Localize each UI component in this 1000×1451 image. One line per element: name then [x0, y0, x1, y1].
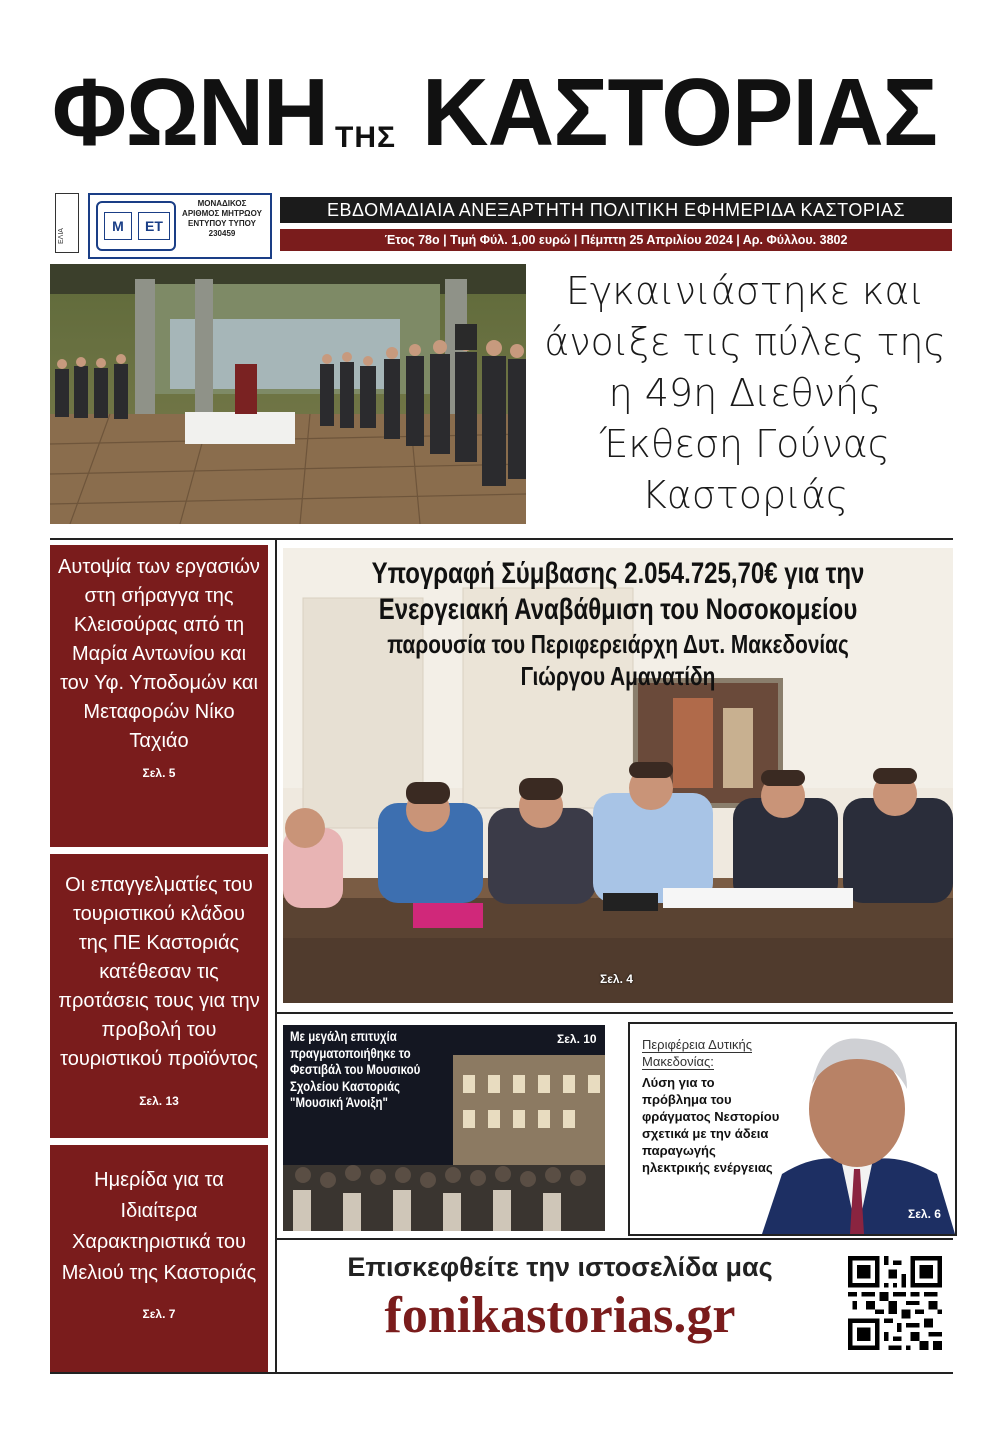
registry-label: ΜΟΝΑΔΙΚΟΣ ΑΡΙΘΜΟΣ ΜΗΤΡΩΟΥ ΕΝΤΥΠΟΥ ΤΥΠΟΥ [182, 199, 262, 228]
masthead-word-of: ΤΗΣ [335, 121, 396, 154]
divider-top [50, 538, 953, 540]
divider-mid [275, 1012, 953, 1014]
festival-page: Σελ. 10 [557, 1032, 597, 1046]
masthead-word-kastoria: ΚΑΣΤΟΡΙΑΣ [422, 59, 938, 166]
sidebar-story-2-page: Σελ. 13 [139, 1094, 179, 1108]
sidebar-story-3 [50, 1145, 268, 1372]
tagline: ΕΒΔΟΜΑΔΙΑΙΑ ΑΝΕΞΑΡΤΗΤΗ ΠΟΛΙΤΙΚΗ ΕΦΗΜΕΡΙΔΑ ΚΑΣΤΟΡΙΑΣ [280, 197, 952, 223]
region-kicker-text: Περιφέρεια Δυτικής Μακεδονίας: [642, 1037, 752, 1069]
elia-logo-icon [55, 193, 79, 253]
elia-logo-text: ΕΛΙΑ [58, 228, 65, 244]
main-headline-line1: Υπογραφή Σύμβασης 2.054.725,70€ για την [371, 557, 865, 590]
main-headline-line3: παρουσία του Περιφερειάρχη Δυτ. Μακεδονίας [387, 629, 849, 659]
masthead [50, 59, 955, 190]
main-story-page: Σελ. 4 [600, 972, 633, 986]
divider-bottom [50, 1372, 953, 1374]
region-text: Λύση για το πρόβλημα του φράγματος Νεστορίου σχετικά με την άδεια παραγωγής ηλεκτρικής ενέργειας [642, 1075, 780, 1175]
sidebar-story-1 [50, 545, 268, 847]
issue-info: Έτος 78ο | Τιμή Φύλ. 1,00 ευρώ | Πέμπτη 25 Απριλίου 2024 | Αρ. Φύλλου. 3802 [280, 229, 952, 251]
registry-text [178, 199, 266, 239]
sidebar-story-2-text: Οι επαγγελματίες του τουριστικού κλάδου της ΠΕ Καστοριάς κατέθεσαν τις προτάσεις τους για την προβολή του τουριστικού προϊόντος [58, 874, 260, 1070]
top-story-photo [50, 264, 526, 524]
region-page: Σελ. 6 [908, 1207, 941, 1221]
sidebar-story-3-text: Ημερίδα για τα Ιδιαίτερα Χαρακτηριστικά του Μελιού της Καστοριάς [61, 1169, 257, 1284]
registry-number: 230459 [208, 229, 236, 238]
qr-code-icon[interactable] [848, 1256, 942, 1350]
website-prompt: Επισκεφθείτε την ιστοσελίδα μας [347, 1252, 773, 1282]
top-story-headline: Εγκαινιάστηκε και άνοιξε τις πύλες της η 49η Διεθνής Έκθεση Γούνας Καστοριάς [544, 269, 946, 517]
divider-vertical [275, 540, 277, 1372]
website-url[interactable]: fonikastorias.gr [384, 1287, 736, 1344]
met-logo-left: Μ [104, 212, 132, 240]
masthead-word-voice: ΦΩΝΗ [52, 59, 328, 166]
festival-text: Με μεγάλη επιτυχία πραγματοποιήθηκε το Φεστιβάλ του Μουσικού Σχολείου Καστοριάς "Μουσική Άνοιξη" [290, 1029, 421, 1110]
sidebar-story-1-page: Σελ. 5 [142, 766, 176, 780]
sidebar-story-2 [50, 854, 268, 1138]
sidebar-story-3-page: Σελ. 7 [142, 1307, 176, 1321]
main-story-headline [350, 556, 886, 692]
met-logo-icon [96, 201, 176, 251]
registry-box [88, 193, 272, 259]
divider-lower [275, 1238, 953, 1240]
region-kicker [642, 1036, 792, 1070]
sidebar-story-1-text: Αυτοψία των εργασιών στη σήραγγα της Κλεισούρας από τη Μαρία Αντωνίου και τον Υφ. Υποδομών και Μεταφορών Νίκο Ταχιάο [58, 556, 260, 752]
main-headline-line2: Ενεργειακή Αναβάθμιση του Νοσοκομείου [378, 593, 858, 626]
met-logo-right: ΕΤ [138, 212, 170, 240]
main-headline-line4: Γιώργου Αμανατίδη [520, 661, 716, 691]
